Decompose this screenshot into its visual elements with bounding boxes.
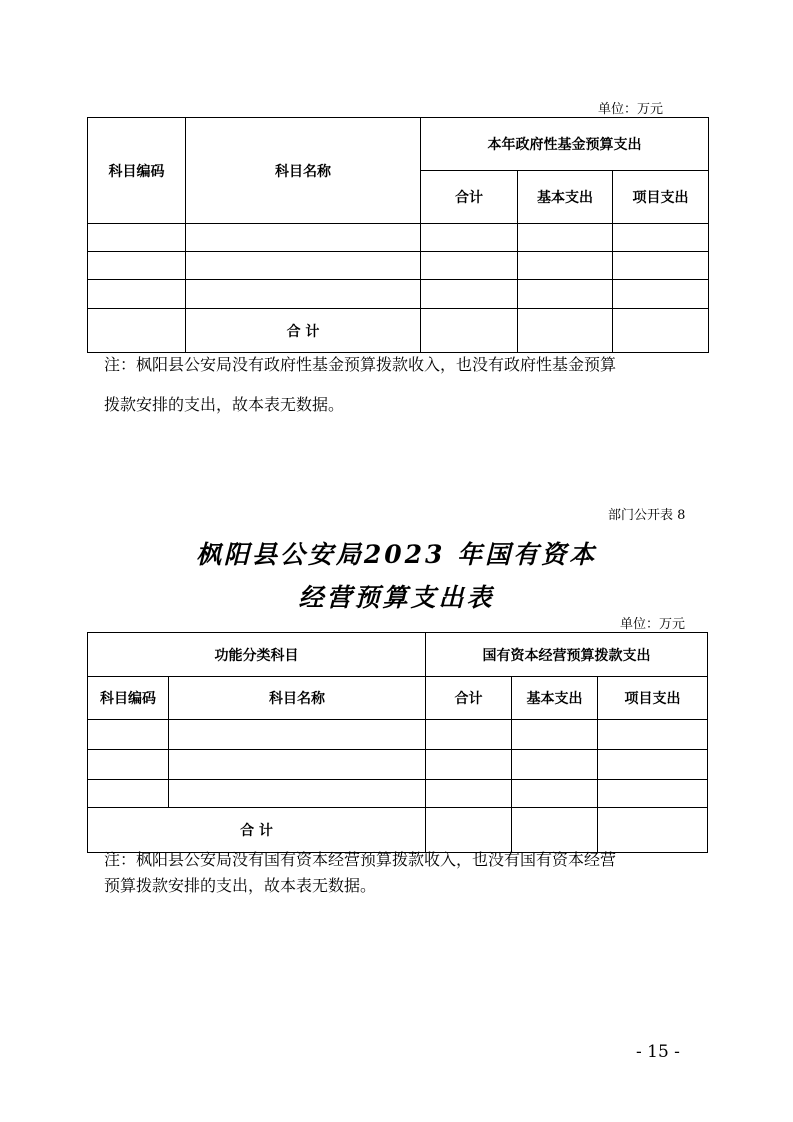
header-project-expense: 项目支出: [613, 171, 709, 224]
page-number: - 15 -: [636, 1042, 680, 1062]
header-fund-expense-group: 本年政府性基金预算支出: [421, 118, 709, 171]
header-subject-name: 科目名称: [186, 118, 421, 224]
total-row-label: 合 计: [88, 808, 426, 853]
header-functional-classification: 功能分类科目: [88, 633, 426, 677]
state-capital-expense-table: [87, 632, 708, 853]
header-subject-name: 科目名称: [169, 677, 426, 720]
table-row: [88, 280, 709, 309]
unit-label-1: 单位：万元: [598, 102, 664, 117]
government-fund-expense-table: [87, 117, 709, 353]
note-line-2: 预算拨款安排的支出，故本表无数据。: [104, 876, 377, 895]
unit-label-2: 单位：万元: [620, 617, 686, 632]
header-total: 合计: [426, 677, 512, 720]
table-number-label: 部门公开表 8: [608, 508, 686, 523]
table-row: [88, 780, 708, 808]
header-subject-code: 科目编码: [88, 677, 169, 720]
table-row: [88, 720, 708, 750]
total-row: [88, 309, 709, 353]
note-line-2: 拨款安排的支出，故本表无数据。: [104, 395, 345, 414]
page-title-line-2: 经营预算支出表: [298, 583, 495, 612]
header-total: 合计: [421, 171, 518, 224]
table-row: [88, 750, 708, 780]
table-row: [88, 224, 709, 252]
header-subject-code: 科目编码: [88, 118, 186, 224]
total-row-label: 合 计: [186, 309, 421, 353]
table-row: [88, 252, 709, 280]
note-line-1: 注：枫阳县公安局没有政府性基金预算拨款收入，也没有政府性基金预算: [104, 355, 617, 374]
note-line-1: 注：枫阳县公安局没有国有资本经营预算拨款收入，也没有国有资本经营: [104, 850, 617, 869]
header-project-expense: 项目支出: [598, 677, 708, 720]
page-title-line-1: 枫阳县公安局2023 年国有资本: [195, 540, 598, 569]
total-row: [88, 808, 708, 853]
header-basic-expense: 基本支出: [512, 677, 598, 720]
header-capital-expense-group: 国有资本经营预算拨款支出: [426, 633, 708, 677]
header-basic-expense: 基本支出: [518, 171, 613, 224]
